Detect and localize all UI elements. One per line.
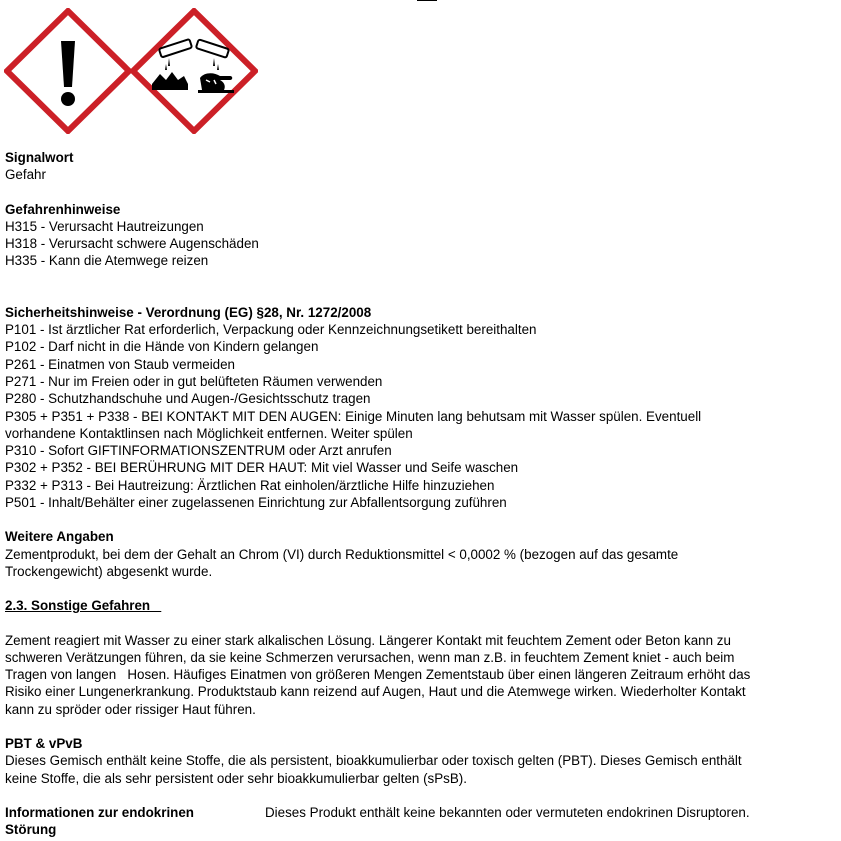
precautionary-statement: P305 + P351 + P338 - BEI KONTAKT MIT DEN AUGEN: Einige Minuten lang behutsam mit Wasser spülen. Eventuell: [5, 408, 702, 424]
other-hazards-text: schweren Verätzungen führen, da sie keine Schmerzen verursachen, wenn man z.B. in feuchtem Zement kniet - auch beim: [5, 649, 735, 665]
precautionary-statement: vorhandene Kontaktlinsen nach Möglichkeit entfernen. Weiter spülen: [5, 425, 413, 441]
precautionary-statement: P271 - Nur im Freien oder in gut belüfteten Räumen verwenden: [5, 373, 383, 389]
pbt-text: Dieses Gemisch enthält keine Stoffe, die als persistent, bioakkumulierbar oder toxisch gelten (PBT). Dieses Gemisch enthält: [5, 753, 742, 769]
further-info-text: Trockengewicht) abgesenkt wurde.: [5, 563, 213, 579]
signal-word-heading: Signalwort: [5, 150, 74, 165]
pbt-heading: PBT & vPvB: [5, 736, 83, 752]
precautionary-statements-heading: Sicherheitshinweise - Verordnung (EG) §28, Nr. 1272/2008: [5, 304, 372, 320]
other-hazards-text: kann zu spröder oder rissiger Haut führen.: [5, 701, 256, 717]
precautionary-statement: P302 + P352 - BEI BERÜHRUNG MIT DER HAUT: Mit viel Wasser und Seife waschen: [5, 460, 519, 476]
hazard-statement: H318 - Verursacht schwere Augenschäden: [5, 236, 259, 252]
precautionary-statement: P261 - Einatmen von Staub vermeiden: [5, 356, 236, 372]
exclamation-mark-icon: [4, 8, 132, 134]
hazard-statement: H315 - Verursacht Hautreizungen: [5, 218, 204, 234]
further-info-text: Zementprodukt, bei dem der Gehalt an Chrom (VI) durch Reduktionsmittel < 0,0002 % (bezogen auf das gesamte: [5, 546, 679, 562]
precautionary-statement: P280 - Schutzhandschuhe und Augen-/Gesichtsschutz tragen: [5, 391, 371, 407]
hazard-statements-heading: Gefahrenhinweise: [5, 201, 121, 217]
signal-word-value: Gefahr: [5, 167, 46, 183]
other-hazards-text: Risiko einer Lungenerkrankung. Produktstaub kann reizend auf Augen, Haut und die Atemwege wirken. Wiederholter Kontakt: [5, 684, 746, 700]
precautionary-statement: P332 + P313 - Bei Hautreizung: Ärztlichen Rat einholen/ärztliche Hilfe hinzuziehen: [5, 477, 495, 493]
precautionary-statement: P102 - Darf nicht in die Hände von Kindern gelangen: [5, 339, 319, 355]
precautionary-statement: P310 - Sofort GIFTINFORMATIONSZENTRUM oder Arzt anrufen: [5, 443, 392, 459]
further-info-heading: Weitere Angaben: [5, 529, 114, 545]
endocrine-label: Informationen zur endokrinen Störung: [5, 804, 194, 838]
top-divider: [417, 0, 437, 1]
precautionary-statement: P101 - Ist ärztlicher Rat erforderlich, Verpackung oder Kennzeichnungsetikett bereithalten: [5, 322, 537, 338]
sds-section: [5, 149, 835, 840]
other-hazards-text: Tragen von langen Hosen. Häufiges Einatmen von größeren Mengen Zementstaub über einen längeren Zeitraum erhöht das: [5, 667, 751, 683]
corrosion-icon: [130, 8, 258, 134]
pbt-text: keine Stoffe, die als sehr persistent oder sehr bioakkumulierbar gelten (sPsB).: [5, 770, 467, 786]
endocrine-row: [5, 804, 835, 840]
endocrine-text: Dieses Produkt enthält keine bekannten oder vermuteten endokrinen Disruptoren.: [265, 804, 750, 820]
hazard-statement: H335 - Kann die Atemwege reizen: [5, 253, 209, 269]
precautionary-statement: P501 - Inhalt/Behälter einer zugelassenen Einrichtung zur Abfallentsorgung zuführen: [5, 495, 507, 511]
other-hazards-heading: 2.3. Sonstige Gefahren: [5, 598, 162, 614]
other-hazards-text: Zement reagiert mit Wasser zu einer stark alkalischen Lösung. Längerer Kontakt mit feuchtem Zement oder Beton kann zu: [5, 632, 731, 648]
